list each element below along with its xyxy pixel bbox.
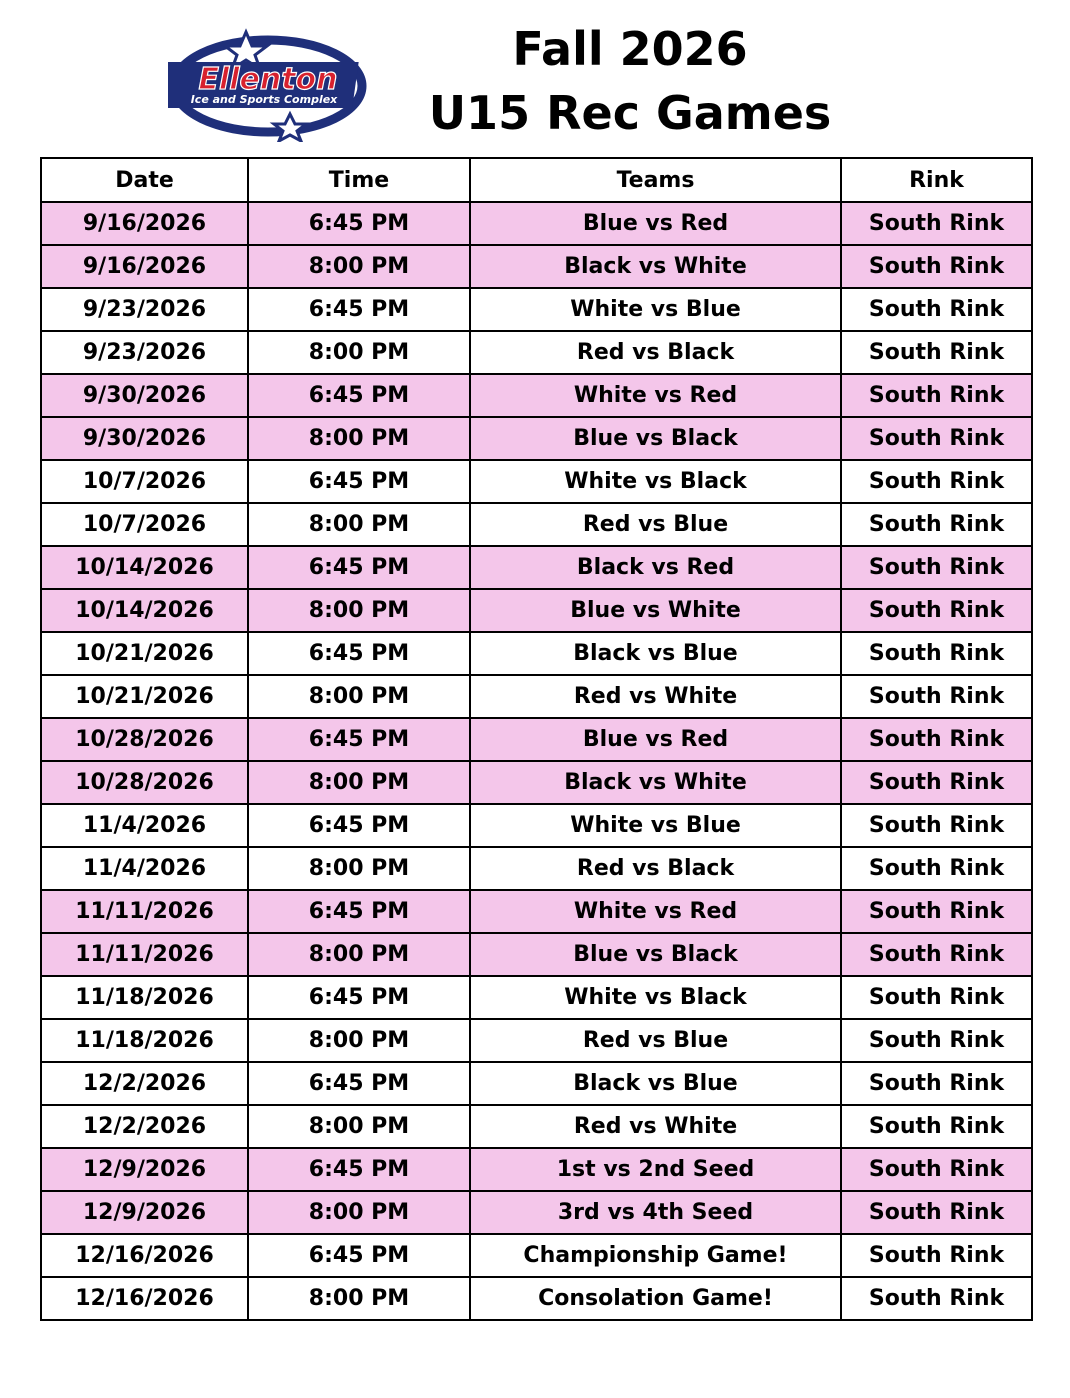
cell-time: 8:00 PM bbox=[248, 417, 470, 460]
table-row bbox=[41, 460, 1032, 503]
cell-teams: Red vs Blue bbox=[470, 503, 841, 546]
table-row bbox=[41, 632, 1032, 675]
cell-teams: Red vs Black bbox=[470, 331, 841, 374]
cell-teams: Blue vs Black bbox=[470, 417, 841, 460]
cell-time: 6:45 PM bbox=[248, 1234, 470, 1277]
table-row bbox=[41, 718, 1032, 761]
cell-time: 6:45 PM bbox=[248, 460, 470, 503]
cell-time: 6:45 PM bbox=[248, 804, 470, 847]
cell-rink: South Rink bbox=[841, 460, 1032, 503]
cell-date: 10/7/2026 bbox=[41, 503, 248, 546]
cell-teams: White vs Blue bbox=[470, 288, 841, 331]
cell-teams: White vs Black bbox=[470, 976, 841, 1019]
cell-time: 6:45 PM bbox=[248, 374, 470, 417]
cell-date: 9/23/2026 bbox=[41, 288, 248, 331]
cell-rink: South Rink bbox=[841, 1062, 1032, 1105]
cell-rink: South Rink bbox=[841, 761, 1032, 804]
cell-date: 9/16/2026 bbox=[41, 245, 248, 288]
cell-time: 6:45 PM bbox=[248, 202, 470, 245]
cell-time: 8:00 PM bbox=[248, 245, 470, 288]
cell-rink: South Rink bbox=[841, 890, 1032, 933]
cell-teams: Black vs White bbox=[470, 761, 841, 804]
table-row bbox=[41, 1191, 1032, 1234]
page-title: Fall 2026 bbox=[512, 22, 748, 76]
cell-date: 9/16/2026 bbox=[41, 202, 248, 245]
cell-date: 9/30/2026 bbox=[41, 417, 248, 460]
cell-date: 9/30/2026 bbox=[41, 374, 248, 417]
cell-date: 10/7/2026 bbox=[41, 460, 248, 503]
cell-date: 11/18/2026 bbox=[41, 1019, 248, 1062]
cell-date: 12/16/2026 bbox=[41, 1277, 248, 1320]
cell-date: 11/11/2026 bbox=[41, 933, 248, 976]
cell-time: 8:00 PM bbox=[248, 503, 470, 546]
column-header-date: Date bbox=[41, 158, 248, 202]
cell-date: 11/11/2026 bbox=[41, 890, 248, 933]
cell-date: 12/2/2026 bbox=[41, 1105, 248, 1148]
cell-teams: Blue vs Red bbox=[470, 718, 841, 761]
cell-rink: South Rink bbox=[841, 1277, 1032, 1320]
cell-teams: Black vs Blue bbox=[470, 1062, 841, 1105]
table-row bbox=[41, 374, 1032, 417]
logo-subtitle-text: Ice and Sports Complex bbox=[190, 93, 338, 106]
table-row bbox=[41, 1277, 1032, 1320]
cell-time: 8:00 PM bbox=[248, 1019, 470, 1062]
cell-date: 10/14/2026 bbox=[41, 589, 248, 632]
cell-time: 8:00 PM bbox=[248, 761, 470, 804]
cell-rink: South Rink bbox=[841, 718, 1032, 761]
cell-time: 6:45 PM bbox=[248, 288, 470, 331]
cell-time: 6:45 PM bbox=[248, 718, 470, 761]
page-subtitle: U15 Rec Games bbox=[428, 86, 832, 140]
cell-time: 6:45 PM bbox=[248, 1062, 470, 1105]
cell-time: 6:45 PM bbox=[248, 976, 470, 1019]
table-row bbox=[41, 933, 1032, 976]
cell-time: 6:45 PM bbox=[248, 890, 470, 933]
table-row bbox=[41, 589, 1032, 632]
table-row bbox=[41, 1019, 1032, 1062]
cell-teams: 1st vs 2nd Seed bbox=[470, 1148, 841, 1191]
table-row bbox=[41, 890, 1032, 933]
cell-date: 12/2/2026 bbox=[41, 1062, 248, 1105]
cell-teams: Black vs Red bbox=[470, 546, 841, 589]
table-header-row bbox=[41, 158, 1032, 202]
cell-time: 8:00 PM bbox=[248, 1277, 470, 1320]
cell-date: 10/28/2026 bbox=[41, 761, 248, 804]
cell-date: 10/21/2026 bbox=[41, 632, 248, 675]
cell-teams: White vs Black bbox=[470, 460, 841, 503]
schedule-table bbox=[40, 157, 1033, 1321]
table-row bbox=[41, 331, 1032, 374]
cell-time: 8:00 PM bbox=[248, 847, 470, 890]
cell-teams: Black vs Blue bbox=[470, 632, 841, 675]
ellenton-logo bbox=[168, 24, 368, 142]
cell-rink: South Rink bbox=[841, 546, 1032, 589]
cell-time: 8:00 PM bbox=[248, 589, 470, 632]
cell-teams: Blue vs White bbox=[470, 589, 841, 632]
cell-time: 8:00 PM bbox=[248, 675, 470, 718]
cell-time: 8:00 PM bbox=[248, 1191, 470, 1234]
cell-teams: Red vs Blue bbox=[470, 1019, 841, 1062]
cell-rink: South Rink bbox=[841, 632, 1032, 675]
cell-time: 8:00 PM bbox=[248, 933, 470, 976]
table-row bbox=[41, 202, 1032, 245]
cell-rink: South Rink bbox=[841, 976, 1032, 1019]
cell-rink: South Rink bbox=[841, 331, 1032, 374]
cell-teams: White vs Blue bbox=[470, 804, 841, 847]
cell-time: 8:00 PM bbox=[248, 331, 470, 374]
table-row bbox=[41, 1234, 1032, 1277]
cell-time: 6:45 PM bbox=[248, 546, 470, 589]
table-row bbox=[41, 288, 1032, 331]
cell-date: 12/16/2026 bbox=[41, 1234, 248, 1277]
table-row bbox=[41, 1148, 1032, 1191]
table-row bbox=[41, 847, 1032, 890]
cell-time: 8:00 PM bbox=[248, 1105, 470, 1148]
cell-rink: South Rink bbox=[841, 374, 1032, 417]
cell-rink: South Rink bbox=[841, 1019, 1032, 1062]
table-row bbox=[41, 675, 1032, 718]
cell-date: 9/23/2026 bbox=[41, 331, 248, 374]
column-header-rink: Rink bbox=[841, 158, 1032, 202]
table-row bbox=[41, 245, 1032, 288]
cell-teams: Red vs White bbox=[470, 1105, 841, 1148]
cell-rink: South Rink bbox=[841, 503, 1032, 546]
cell-rink: South Rink bbox=[841, 589, 1032, 632]
cell-rink: South Rink bbox=[841, 933, 1032, 976]
cell-date: 10/28/2026 bbox=[41, 718, 248, 761]
cell-time: 6:45 PM bbox=[248, 1148, 470, 1191]
cell-teams: Red vs White bbox=[470, 675, 841, 718]
table-row bbox=[41, 804, 1032, 847]
cell-rink: South Rink bbox=[841, 417, 1032, 460]
cell-time: 6:45 PM bbox=[248, 632, 470, 675]
cell-date: 11/4/2026 bbox=[41, 804, 248, 847]
column-header-time: Time bbox=[248, 158, 470, 202]
cell-teams: Blue vs Black bbox=[470, 933, 841, 976]
cell-rink: South Rink bbox=[841, 288, 1032, 331]
cell-rink: South Rink bbox=[841, 1148, 1032, 1191]
table-row bbox=[41, 417, 1032, 460]
cell-rink: South Rink bbox=[841, 804, 1032, 847]
cell-rink: South Rink bbox=[841, 245, 1032, 288]
cell-teams: White vs Red bbox=[470, 374, 841, 417]
table-row bbox=[41, 761, 1032, 804]
cell-rink: South Rink bbox=[841, 675, 1032, 718]
cell-teams: Consolation Game! bbox=[470, 1277, 841, 1320]
table-row bbox=[41, 976, 1032, 1019]
header bbox=[0, 0, 1070, 158]
cell-date: 12/9/2026 bbox=[41, 1148, 248, 1191]
cell-date: 12/9/2026 bbox=[41, 1191, 248, 1234]
table-row bbox=[41, 503, 1032, 546]
cell-teams: Blue vs Red bbox=[470, 202, 841, 245]
table-row bbox=[41, 1062, 1032, 1105]
cell-date: 11/4/2026 bbox=[41, 847, 248, 890]
column-header-teams: Teams bbox=[470, 158, 841, 202]
cell-date: 11/18/2026 bbox=[41, 976, 248, 1019]
logo-brand-text: Ellenton bbox=[198, 62, 338, 97]
cell-rink: South Rink bbox=[841, 847, 1032, 890]
cell-teams: 3rd vs 4th Seed bbox=[470, 1191, 841, 1234]
cell-rink: South Rink bbox=[841, 1234, 1032, 1277]
cell-rink: South Rink bbox=[841, 1191, 1032, 1234]
cell-rink: South Rink bbox=[841, 1105, 1032, 1148]
cell-date: 10/14/2026 bbox=[41, 546, 248, 589]
cell-date: 10/21/2026 bbox=[41, 675, 248, 718]
cell-teams: Black vs White bbox=[470, 245, 841, 288]
cell-rink: South Rink bbox=[841, 202, 1032, 245]
cell-teams: Championship Game! bbox=[470, 1234, 841, 1277]
cell-teams: White vs Red bbox=[470, 890, 841, 933]
cell-teams: Red vs Black bbox=[470, 847, 841, 890]
table-row bbox=[41, 1105, 1032, 1148]
table-row bbox=[41, 546, 1032, 589]
